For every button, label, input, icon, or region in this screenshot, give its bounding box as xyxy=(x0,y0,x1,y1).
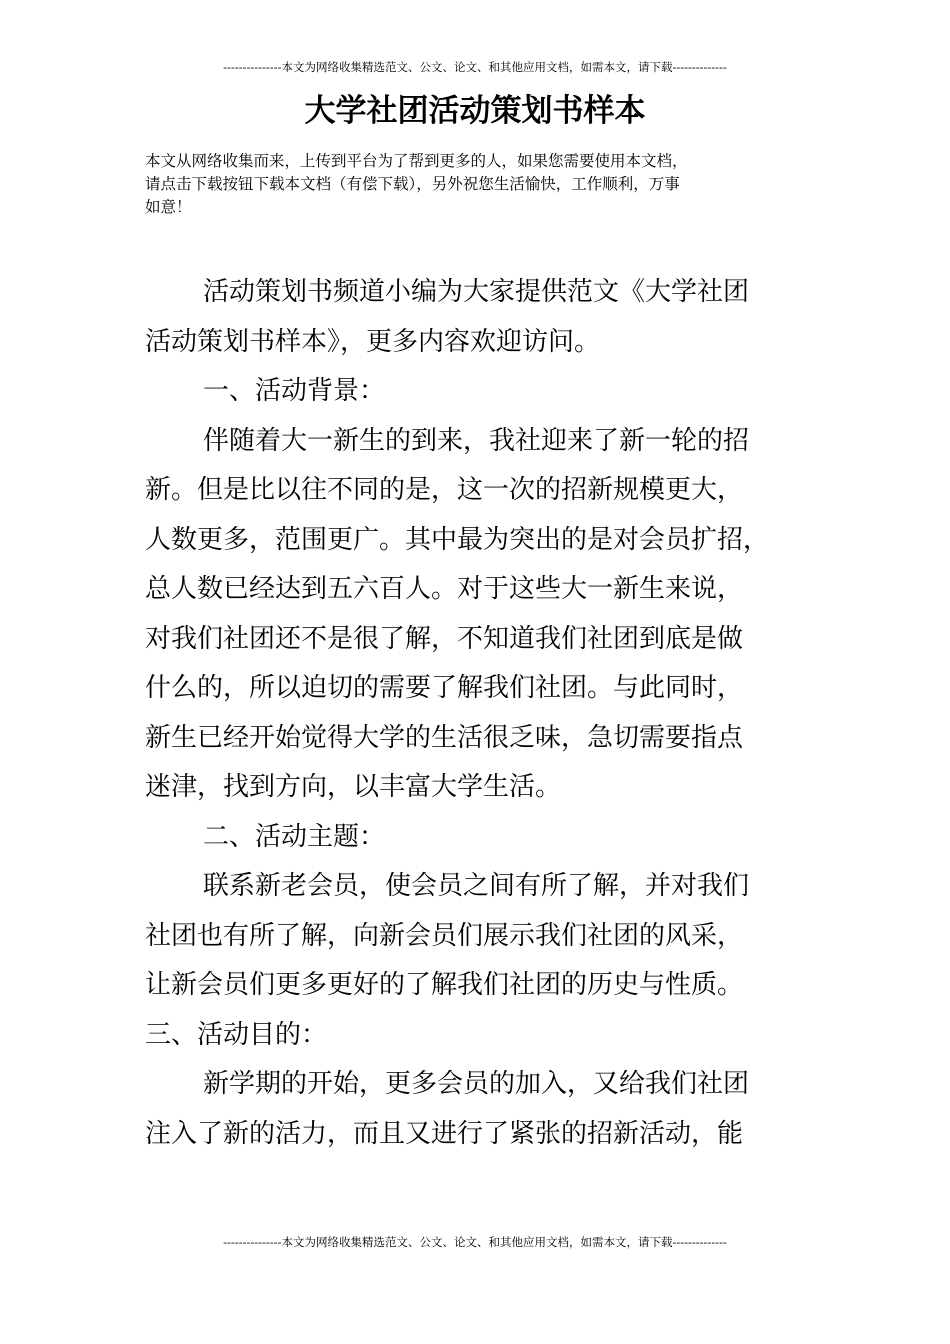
body-line: 活动策划书频道小编为大家提供范文《大学社团 xyxy=(203,277,750,307)
body-line: 新。但是比以往不同的是，这一次的招新规模更大， xyxy=(145,475,744,505)
page-header: ---------------本文为网络收集精选范文、公文、论文、和其他应用文档，如需本文，请下载-------------- xyxy=(223,60,727,74)
intro-paragraph xyxy=(145,150,820,219)
body-line: 什么的，所以迫切的需要了解我们社团。与此同时， xyxy=(145,673,744,703)
page-footer: ---------------本文为网络收集精选范文、公文、论文、和其他应用文档，如需本文，请下载-------------- xyxy=(223,1235,727,1249)
section-heading-purpose: 三、活动目的： xyxy=(145,1019,328,1050)
body-text xyxy=(145,268,825,1159)
intro-line: 本文从网络收集而来，上传到平台为了帮到更多的人，如果您需要使用本文档， xyxy=(145,152,688,170)
body-line: 新生已经开始觉得大学的生活很乏味，急切需要指点 xyxy=(145,722,744,753)
body-line: 对我们社团还不是很了解，不知道我们社团到底是做 xyxy=(145,623,744,654)
body-line: 活动策划书样本》，更多内容欢迎访问。 xyxy=(145,326,601,357)
body-line: 联系新老会员，使会员之间有所了解，并对我们 xyxy=(203,871,750,901)
body-line: 迷津，找到方向，以丰富大学生活。 xyxy=(145,772,562,802)
body-line: 伴随着大一新生的到来，我社迎来了新一轮的招 xyxy=(203,425,750,456)
body-line: 人数更多，范围更广。其中最为突出的是对会员扩招， xyxy=(145,524,770,555)
body-line: 社团也有所了解，向新会员们展示我们社团的风采， xyxy=(145,920,744,951)
section-heading-theme: 二、活动主题： xyxy=(203,821,386,852)
document-title: 大学社团活动策划书样本 xyxy=(304,93,646,129)
body-line: 让新会员们更多更好的了解我们社团的历史与性质。 xyxy=(145,970,744,1000)
section-heading-background: 一、活动背景： xyxy=(203,376,386,406)
intro-line: 请点击下载按钮下载本文档（有偿下载），另外祝您生活愉快，工作顺利，万事 xyxy=(145,175,680,193)
intro-line: 如意！ xyxy=(145,198,192,216)
body-line: 总人数已经达到五六百人。对于这些大一新生来说， xyxy=(145,574,744,604)
body-line: 注入了新的活力，而且又进行了紧张的招新活动，能 xyxy=(145,1118,744,1149)
body-line: 新学期的开始，更多会员的加入，又给我们社团 xyxy=(203,1069,750,1099)
